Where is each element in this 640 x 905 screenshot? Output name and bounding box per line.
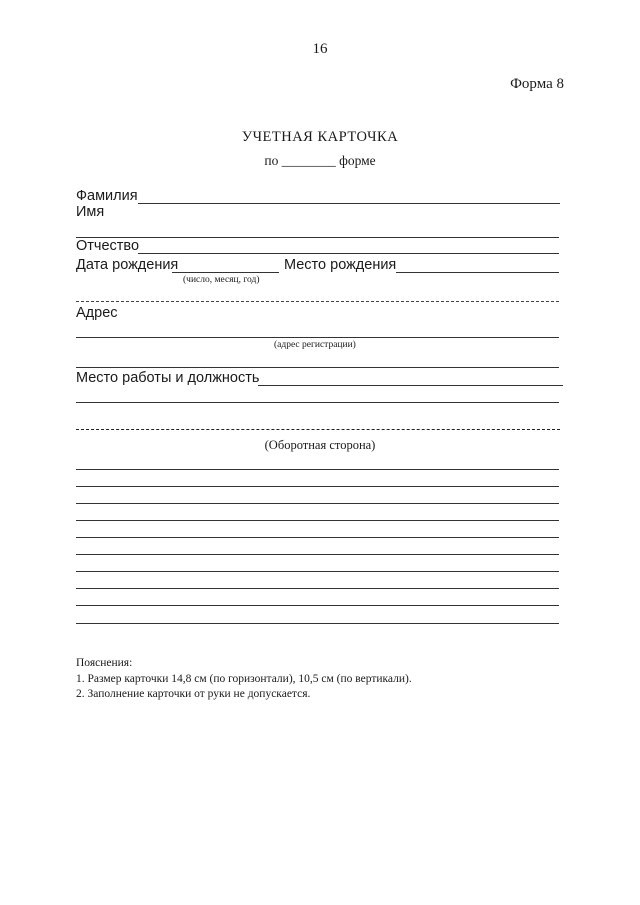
card-title: УЧЕТНАЯ КАРТОЧКА: [241, 129, 399, 145]
workplace-line[interactable]: [258, 385, 563, 386]
back-line[interactable]: [76, 503, 559, 504]
card-subtitle: по ________ форме: [264, 153, 376, 168]
address-label: Адрес: [76, 305, 118, 321]
surname-line[interactable]: [138, 203, 560, 204]
patronymic-line[interactable]: [138, 253, 559, 254]
birth-place-extra-line[interactable]: [76, 301, 559, 302]
patronymic-label: Отчество: [76, 238, 140, 254]
back-line[interactable]: [76, 554, 559, 555]
form-number: Форма 8: [510, 76, 564, 92]
back-line[interactable]: [76, 605, 559, 606]
back-line[interactable]: [76, 623, 559, 624]
page-number: 16: [312, 41, 328, 57]
workplace-extra-line[interactable]: [76, 402, 559, 403]
birth-place-line[interactable]: [396, 272, 559, 273]
fold-divider: [76, 429, 560, 430]
back-line[interactable]: [76, 588, 559, 589]
name-label: Имя: [76, 204, 105, 220]
notes-heading: Пояснения:: [76, 657, 133, 669]
notes-section: [76, 656, 412, 703]
name-line[interactable]: [76, 237, 559, 238]
birth-place-label: Место рождения: [284, 257, 397, 273]
address-line[interactable]: [76, 337, 559, 338]
workplace-label: Место работы и должность: [76, 370, 260, 386]
back-line[interactable]: [76, 537, 559, 538]
back-line[interactable]: [76, 571, 559, 572]
address-hint: (адрес регистрации): [274, 340, 356, 350]
birth-date-label: Дата рождения: [76, 257, 179, 273]
note-item: 1. Размер карточки 14,8 см (по горизонтали), 10,5 см (по вертикали).: [76, 672, 412, 685]
back-line[interactable]: [76, 486, 559, 487]
back-side-label: (Оборотная сторона): [264, 438, 376, 452]
back-line[interactable]: [76, 520, 559, 521]
note-item: 2. Заполнение карточки от руки не допускается.: [76, 688, 311, 700]
birth-date-hint: (число, месяц, год): [183, 275, 260, 285]
birth-date-line[interactable]: [172, 272, 279, 273]
address-extra-line[interactable]: [76, 367, 559, 368]
surname-label: Фамилия: [76, 188, 138, 204]
back-line[interactable]: [76, 469, 559, 470]
